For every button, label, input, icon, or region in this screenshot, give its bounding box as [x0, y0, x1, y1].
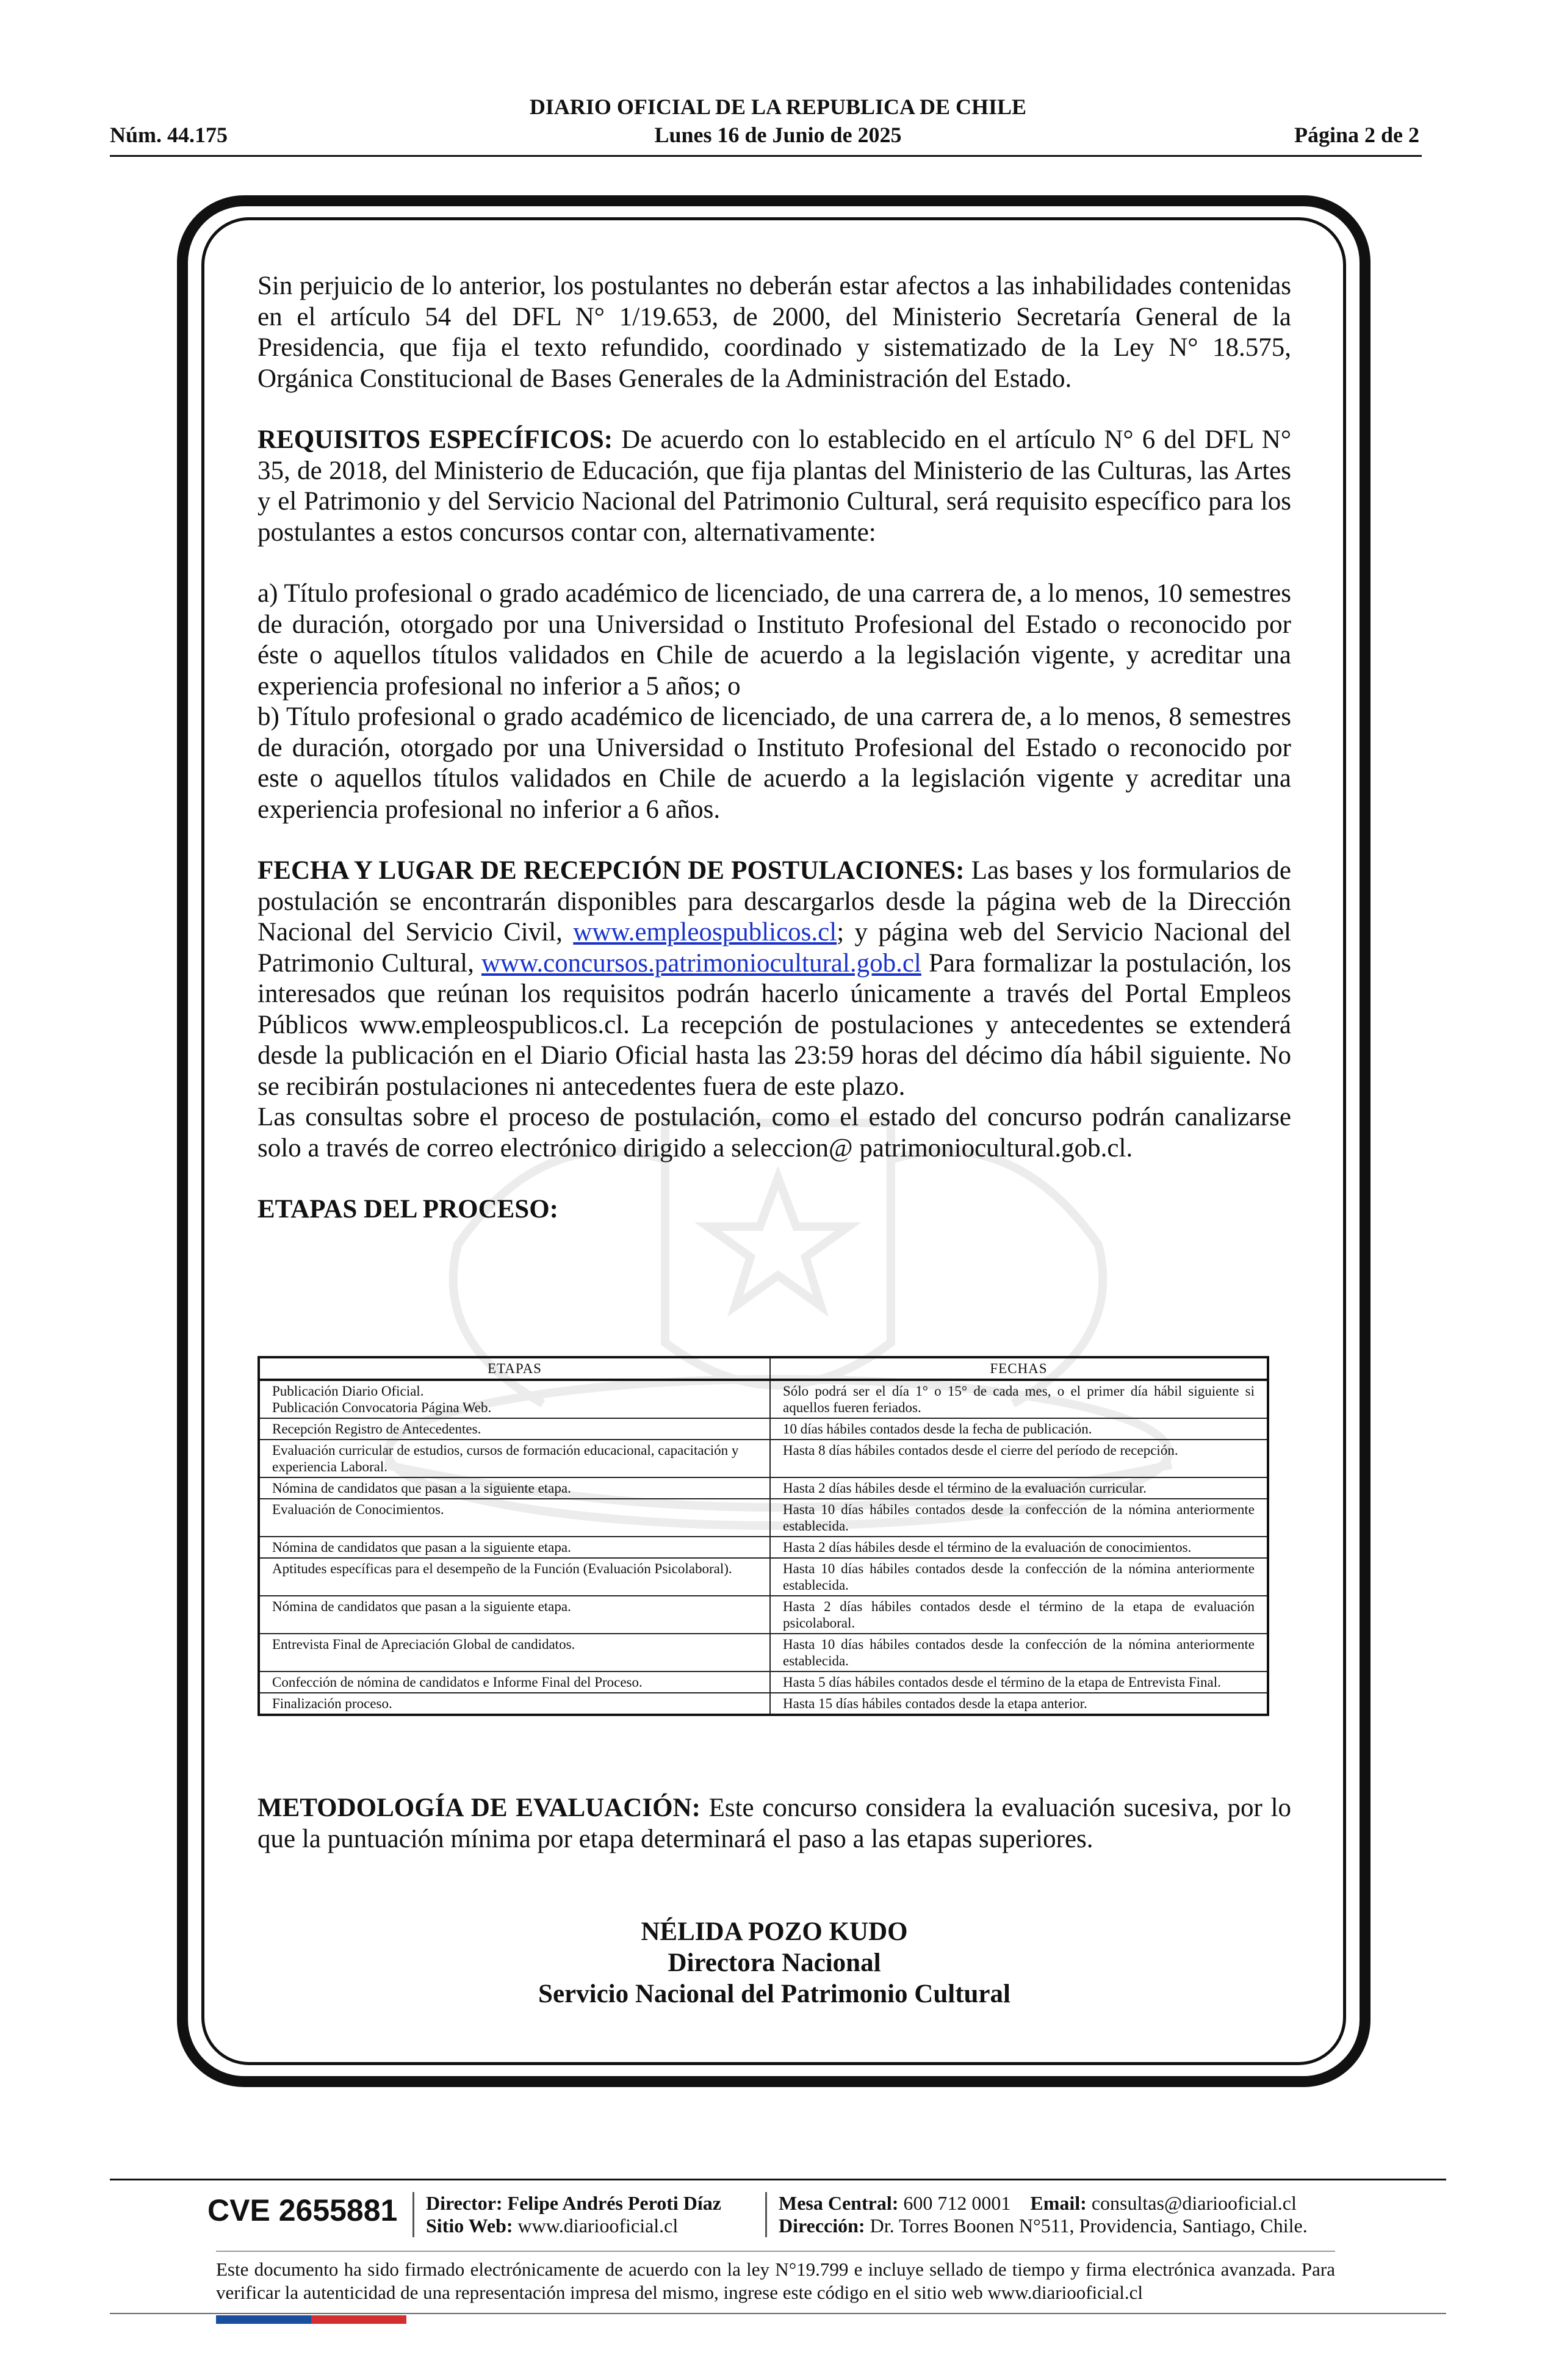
stage-cell: Confección de nómina de candidatos e Informe Final del Proceso.	[259, 1671, 770, 1693]
deadline-cell: 10 días hábiles contados desde la fecha de publicación.	[770, 1418, 1268, 1440]
table-row	[259, 1380, 1268, 1418]
deadline-cell: Sólo podrá ser el día 1° o 15° de cada mes, o el primer día hábil siguiente si aquellos fueren feriados.	[770, 1380, 1268, 1418]
requisito-b: b) Título profesional o grado académico de licenciado, de una carrera de, a lo menos, 8 semestres de duración, otorgado por una Universidad o Instituto Profesional del Estado o reconocido por este o aquellos títulos validados en Chile de acuerdo a la legislación vigente y acreditar una experiencia profesional no inferior a 6 años.	[258, 702, 1291, 824]
etapas-heading: ETAPAS DEL PROCESO:	[258, 1195, 558, 1224]
table-row	[259, 1558, 1268, 1596]
paragraph-inhabilidades: Sin perjuicio de lo anterior, los postulantes no deberán estar afectos a las inhabilidades contenidas en el artículo 54 del DFL N° 1/19.653, de 2000, del Ministerio Secretaría General de la Presidencia, que fija el texto refundido, coordinado y sistematizado de la Ley N° 18.575, Orgánica Constitucional de Bases Generales de la Administración del Estado.	[258, 272, 1291, 393]
deadline-cell: Hasta 10 días hábiles contados desde la confección de la nómina anteriormente establecida.	[770, 1499, 1268, 1537]
stage-cell: Evaluación de Conocimientos.	[259, 1499, 770, 1537]
table-row	[259, 1634, 1268, 1671]
table-row	[259, 1693, 1268, 1715]
table-row	[259, 1440, 1268, 1477]
fecha-heading: FECHA Y LUGAR DE RECEPCIÓN DE POSTULACIONES:	[258, 856, 965, 885]
requisitos-text: De acuerdo con lo establecido en el artículo N° 6 del DFL N° 35, de 2018, del Ministerio de Educación, que fija plantas del Ministerio de las Culturas, las Artes y el Patrimonio y del Servicio Nacional del Patrimonio Cultural, será requisito específico para los postulantes a estos concursos contar con, alternativamente:	[258, 425, 1292, 547]
stages-table	[258, 1356, 1269, 1716]
stage-cell: Nómina de candidatos que pasan a la siguiente etapa.	[259, 1477, 770, 1499]
footer-director-column	[426, 2192, 721, 2237]
table-row	[259, 1418, 1268, 1440]
table-header-row	[259, 1357, 1268, 1380]
footer-separator	[412, 2192, 414, 2237]
table-row	[259, 1671, 1268, 1693]
website-label: Sitio Web:	[426, 2215, 513, 2237]
stage-cell: Publicación Diario Oficial. Publicación Convocatoria Página Web.	[259, 1380, 770, 1418]
signature-block	[258, 1916, 1291, 2010]
stage-cell: Nómina de candidatos que pasan a la siguiente etapa.	[259, 1537, 770, 1558]
signatory-name: NÉLIDA POZO KUDO	[641, 1917, 908, 1946]
deadline-cell: Hasta 10 días hábiles contados desde la confección de la nómina anteriormente establecida.	[770, 1634, 1268, 1671]
flag-stripe-blue	[216, 2315, 311, 2324]
cve-code: CVE 2655881	[207, 2193, 398, 2227]
paragraph-metodologia	[258, 1793, 1291, 1855]
requisitos-heading: REQUISITOS ESPECÍFICOS:	[258, 425, 613, 454]
director-name: Felipe Andrés Peroti Díaz	[507, 2192, 721, 2214]
paragraph-requisitos	[258, 425, 1291, 548]
footer-rule-middle	[216, 2251, 1335, 2252]
flag-stripe-red	[311, 2315, 406, 2324]
table-row	[259, 1537, 1268, 1558]
paragraph-consultas: Las consultas sobre el proceso de postulación, como el estado del concurso podrán canalizarse solo a través de correo electrónico dirigido a seleccion@ patrimoniocultural.gob.cl.	[258, 1103, 1291, 1163]
table-row	[259, 1596, 1268, 1634]
issue-number: Núm. 44.175	[110, 123, 228, 147]
column-header-etapas: ETAPAS	[259, 1357, 770, 1380]
metodologia-heading: METODOLOGÍA DE EVALUACIÓN:	[258, 1794, 701, 1822]
table-row	[259, 1477, 1268, 1499]
footer-rule-bottom	[110, 2313, 1446, 2314]
header-rule	[110, 155, 1422, 157]
deadline-cell: Hasta 15 días hábiles contados desde la etapa anterior.	[770, 1693, 1268, 1715]
email-label: Email:	[1030, 2192, 1087, 2214]
fecha-text-3: Para formalizar la postulación, los interesados que reúnan los requisitos podrán hacerlo únicamente a través del Portal Empleos Públicos www.empleospublicos.cl. La recepción de postulaciones y antecedentes se extenderá desde la publicación en el Diario Oficial hasta las 23:59 horas del décimo día hábil siguiente. No se recibirán postulaciones ni antecedentes fuera de este plazo.	[258, 948, 1291, 1101]
director-label: Director:	[426, 2192, 503, 2214]
page-indicator: Página 2 de 2	[1294, 123, 1419, 147]
stage-cell: Recepción Registro de Antecedentes.	[259, 1418, 770, 1440]
signature-disclaimer: Este documento ha sido firmado electrónicamente de acuerdo con la ley N°19.799 e incluye sellado de tiempo y firma electrónica avanzada. Para verificar la autenticidad de una representación impresa del mismo, ingrese este código en el sitio web www.diariooficial.cl	[216, 2259, 1335, 2303]
paragraph-fecha-lugar	[258, 856, 1291, 1102]
footer-separator	[765, 2192, 767, 2237]
stage-cell: Finalización proceso.	[259, 1693, 770, 1715]
deadline-cell: Hasta 5 días hábiles contados desde el término de la etapa de Entrevista Final.	[770, 1671, 1268, 1693]
fecha-text-2: ; y página web del Servicio Nacional del Patrimonio Cultural,	[258, 918, 1292, 978]
deadline-cell: Hasta 8 días hábiles contados desde el cierre del período de recepción.	[770, 1440, 1268, 1477]
stage-cell: Evaluación curricular de estudios, cursos de formación educacional, capacitación y experiencia Laboral.	[259, 1440, 770, 1477]
stages-table-container	[258, 1356, 1269, 1716]
stage-cell: Nómina de candidatos que pasan a la siguiente etapa.	[259, 1596, 770, 1634]
website-link[interactable]: www.diariooficial.cl	[517, 2215, 679, 2237]
metodologia-text: Este concurso considera la evaluación sucesiva, por lo que la puntuación mínima por etapa determinará el paso a las etapas superiores.	[258, 1794, 1292, 1853]
deadline-cell: Hasta 2 días hábiles contados desde el término de la etapa de evaluación psicolaboral.	[770, 1596, 1268, 1634]
signatory-role: Directora Nacional	[668, 1949, 881, 1977]
email-link[interactable]: consultas@diariooficial.cl	[1091, 2192, 1297, 2214]
footer-contact-column	[779, 2192, 1308, 2237]
deadline-cell: Hasta 10 días hábiles contados desde la confección de la nómina anteriormente establecida.	[770, 1558, 1268, 1596]
stage-cell: Entrevista Final de Apreciación Global de candidatos.	[259, 1634, 770, 1671]
address-text: Dr. Torres Boonen N°511, Providencia, Santiago, Chile.	[870, 2215, 1308, 2237]
deadline-cell: Hasta 2 días hábiles desde el término de la evaluación de conocimientos.	[770, 1537, 1268, 1558]
signatory-org: Servicio Nacional del Patrimonio Cultural	[538, 1980, 1010, 2008]
patrimonio-link[interactable]: www.concursos.patrimoniocultural.gob.cl	[481, 948, 921, 978]
column-header-fechas: FECHAS	[770, 1357, 1268, 1380]
empleospublicos-link[interactable]: www.empleospublicos.cl	[573, 918, 837, 947]
address-label: Dirección:	[779, 2215, 865, 2237]
fecha-text-1: Las bases y los formularios de postulación se encontrarán disponibles para descargarlos desde la página web de la Dirección Nacional del Servicio Civil,	[258, 856, 1292, 947]
mesa-phone: 600 712 0001	[903, 2192, 1011, 2214]
stage-cell: Aptitudes específicas para el desempeño de la Función (Evaluación Psicolaboral).	[259, 1558, 770, 1596]
requisito-a: a) Título profesional o grado académico de licenciado, de una carrera de, a lo menos, 10 semestres de duración, otorgado por una Universidad o Instituto Profesional del Estado o reconocido por éste o aquellos títulos validados en Chile de acuerdo a la legislación vigente, y acreditar una experiencia profesional no inferior a 5 años; o	[258, 579, 1291, 701]
table-row	[259, 1499, 1268, 1537]
methodology-section	[258, 1793, 1291, 1855]
gazette-title: DIARIO OFICIAL DE LA REPUBLICA DE CHILE	[529, 95, 1027, 119]
deadline-cell: Hasta 2 días hábiles desde el término de la evaluación curricular.	[770, 1477, 1268, 1499]
mesa-label: Mesa Central:	[779, 2192, 899, 2214]
issue-date: Lunes 16 de Junio de 2025	[654, 123, 902, 147]
footer-rule-top	[110, 2179, 1446, 2180]
main-content	[258, 271, 1291, 1225]
